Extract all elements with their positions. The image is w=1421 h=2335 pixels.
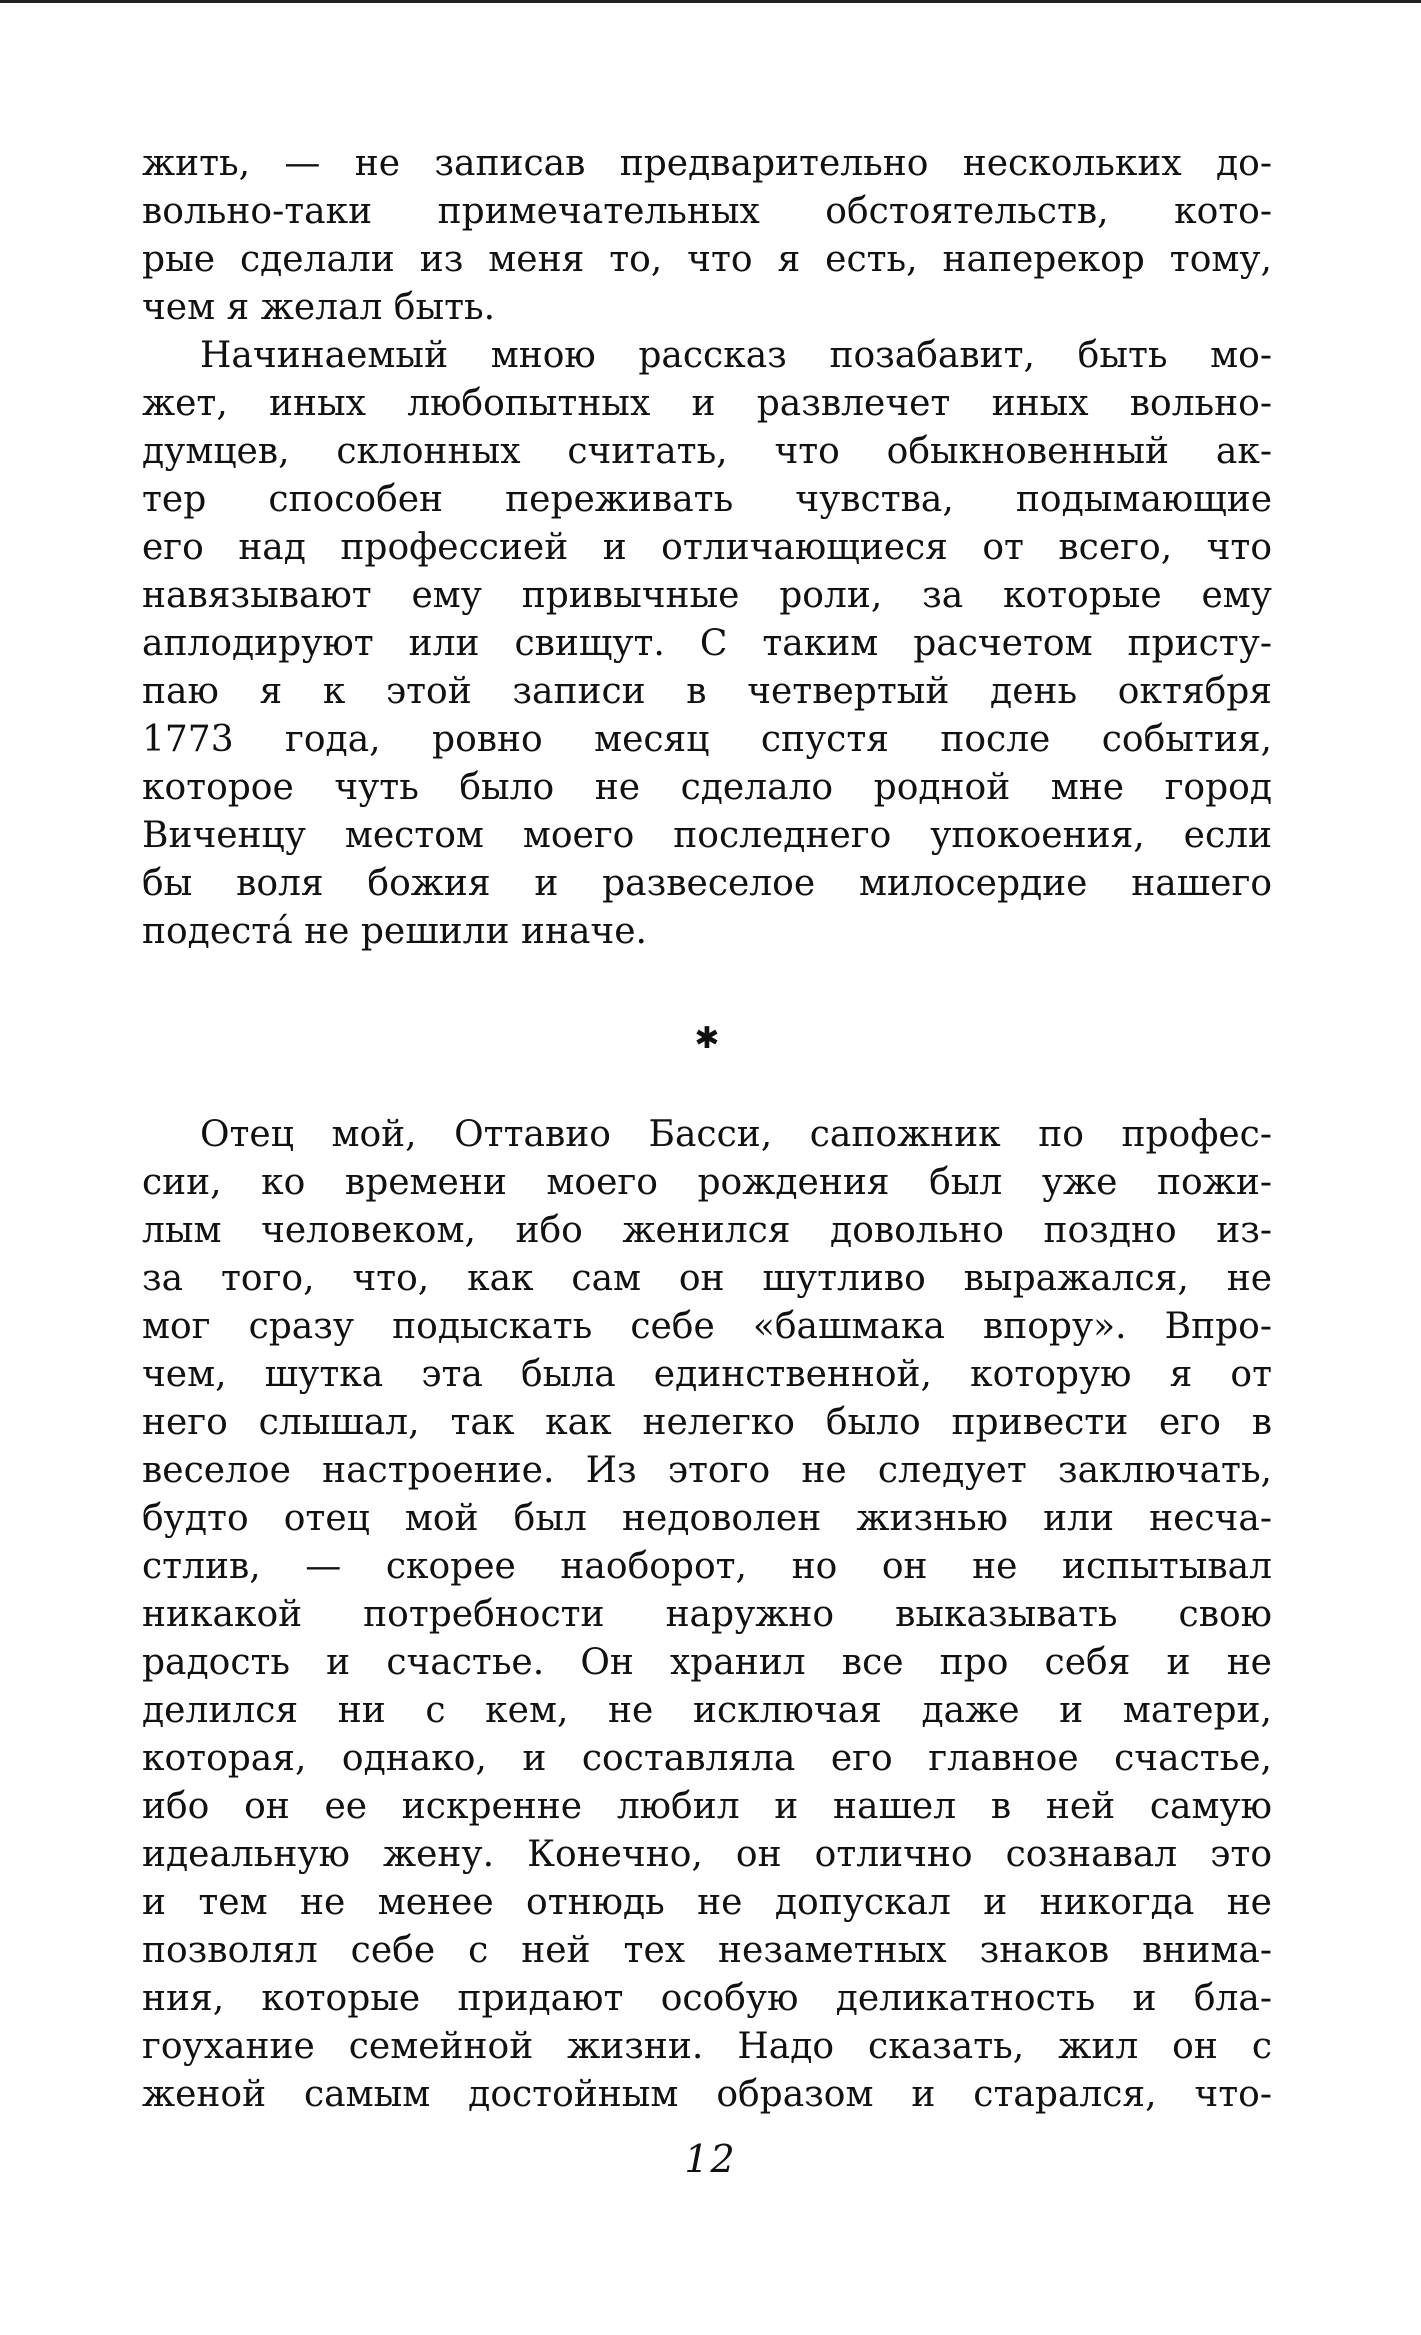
text-line: Виченцу местом моего последнего упокоения, если (142, 815, 1272, 856)
text-line: жет, иных любопытных и развлечет иных вольно- (142, 383, 1272, 424)
text-line: радость и счастье. Он хранил все про себя и не (142, 1642, 1272, 1683)
top-border-rule (0, 0, 1421, 3)
text-line: чем, шутка эта была единственной, которую я от (142, 1354, 1272, 1395)
text-line: лым человеком, ибо женился довольно поздно из- (142, 1210, 1272, 1251)
text-line: рые сделали из меня то, что я есть, наперекор тому, (142, 239, 1272, 280)
text-line: которая, однако, и составляла его главное счастье, (142, 1738, 1272, 1779)
text-line: бы воля божия и развеселое милосердие нашего (142, 863, 1272, 904)
text-line: ибо он ее искренне любил и нашел в ней самую (142, 1786, 1272, 1827)
text-line: позволял себе с ней тех незаметных знаков внима- (142, 1930, 1272, 1971)
text-line: за того, что, как сам он шутливо выражался, не (142, 1258, 1272, 1299)
text-line: Начинаемый мною рассказ позабавит, быть мо- (200, 335, 1272, 376)
text-line: гоухание семейной жизни. Надо сказать, жил он с (142, 2026, 1272, 2067)
text-line: жить, — не записав предварительно нескольких до- (142, 143, 1272, 184)
text-line: и тем не менее отнюдь не допускал и никогда не (142, 1882, 1272, 1923)
section-separator (142, 956, 1272, 1111)
page-text-block (142, 140, 1272, 2119)
text-line: думцев, склонных считать, что обыкновенный ак- (142, 431, 1272, 472)
text-line: тер способен переживать чувства, подымающие (142, 479, 1272, 520)
text-line: женой самым достойным образом и старался, что- (142, 2074, 1272, 2115)
text-line: делился ни с кем, не исключая даже и матери, (142, 1690, 1272, 1731)
text-line: 1773 года, ровно месяц спустя после события, (142, 719, 1272, 760)
text-line: паю я к этой записи в четвертый день октября (142, 671, 1272, 712)
text-line: идеальную жену. Конечно, он отлично сознавал это (142, 1834, 1272, 1875)
text-line: вольно-таки примечательных обстоятельств, кото- (142, 191, 1272, 232)
text-line: ния, которые придают особую деликатность и бла- (142, 1978, 1272, 2019)
text-line: его над профессией и отличающиеся от всего, что (142, 527, 1272, 568)
text-line: Отец мой, Оттавио Басси, сапожник по профес- (200, 1114, 1272, 1155)
text-line: сии, ко времени моего рождения был уже пожи- (142, 1162, 1272, 1203)
paragraph-2 (142, 332, 1272, 956)
paragraph-3 (142, 1111, 1272, 2119)
text-line: будто отец мой был недоволен жизнью или несча- (142, 1498, 1272, 1539)
paragraph-1 (142, 140, 1272, 332)
text-line: которое чуть было не сделало родной мне город (142, 767, 1272, 808)
text-line: чем я желал быть. (142, 287, 496, 328)
text-line: подеста́ не решили иначе. (142, 911, 647, 952)
text-line: веселое настроение. Из этого не следует заключать, (142, 1450, 1272, 1491)
text-line: стлив, — скорее наоборот, но он не испытывал (142, 1546, 1272, 1587)
text-line: него слышал, так как нелегко было привести его в (142, 1402, 1272, 1443)
asterisk-ornament-icon: ✱ (694, 1021, 720, 1056)
page-number: 12 (684, 2137, 737, 2181)
text-line: никакой потребности наружно выказывать свою (142, 1594, 1272, 1635)
text-line: аплодируют или свищут. С таким расчетом присту- (142, 623, 1272, 664)
text-line: навязывают ему привычные роли, за которые ему (142, 575, 1272, 616)
text-line: мог сразу подыскать себе «башмака впору». Впро- (142, 1306, 1272, 1347)
